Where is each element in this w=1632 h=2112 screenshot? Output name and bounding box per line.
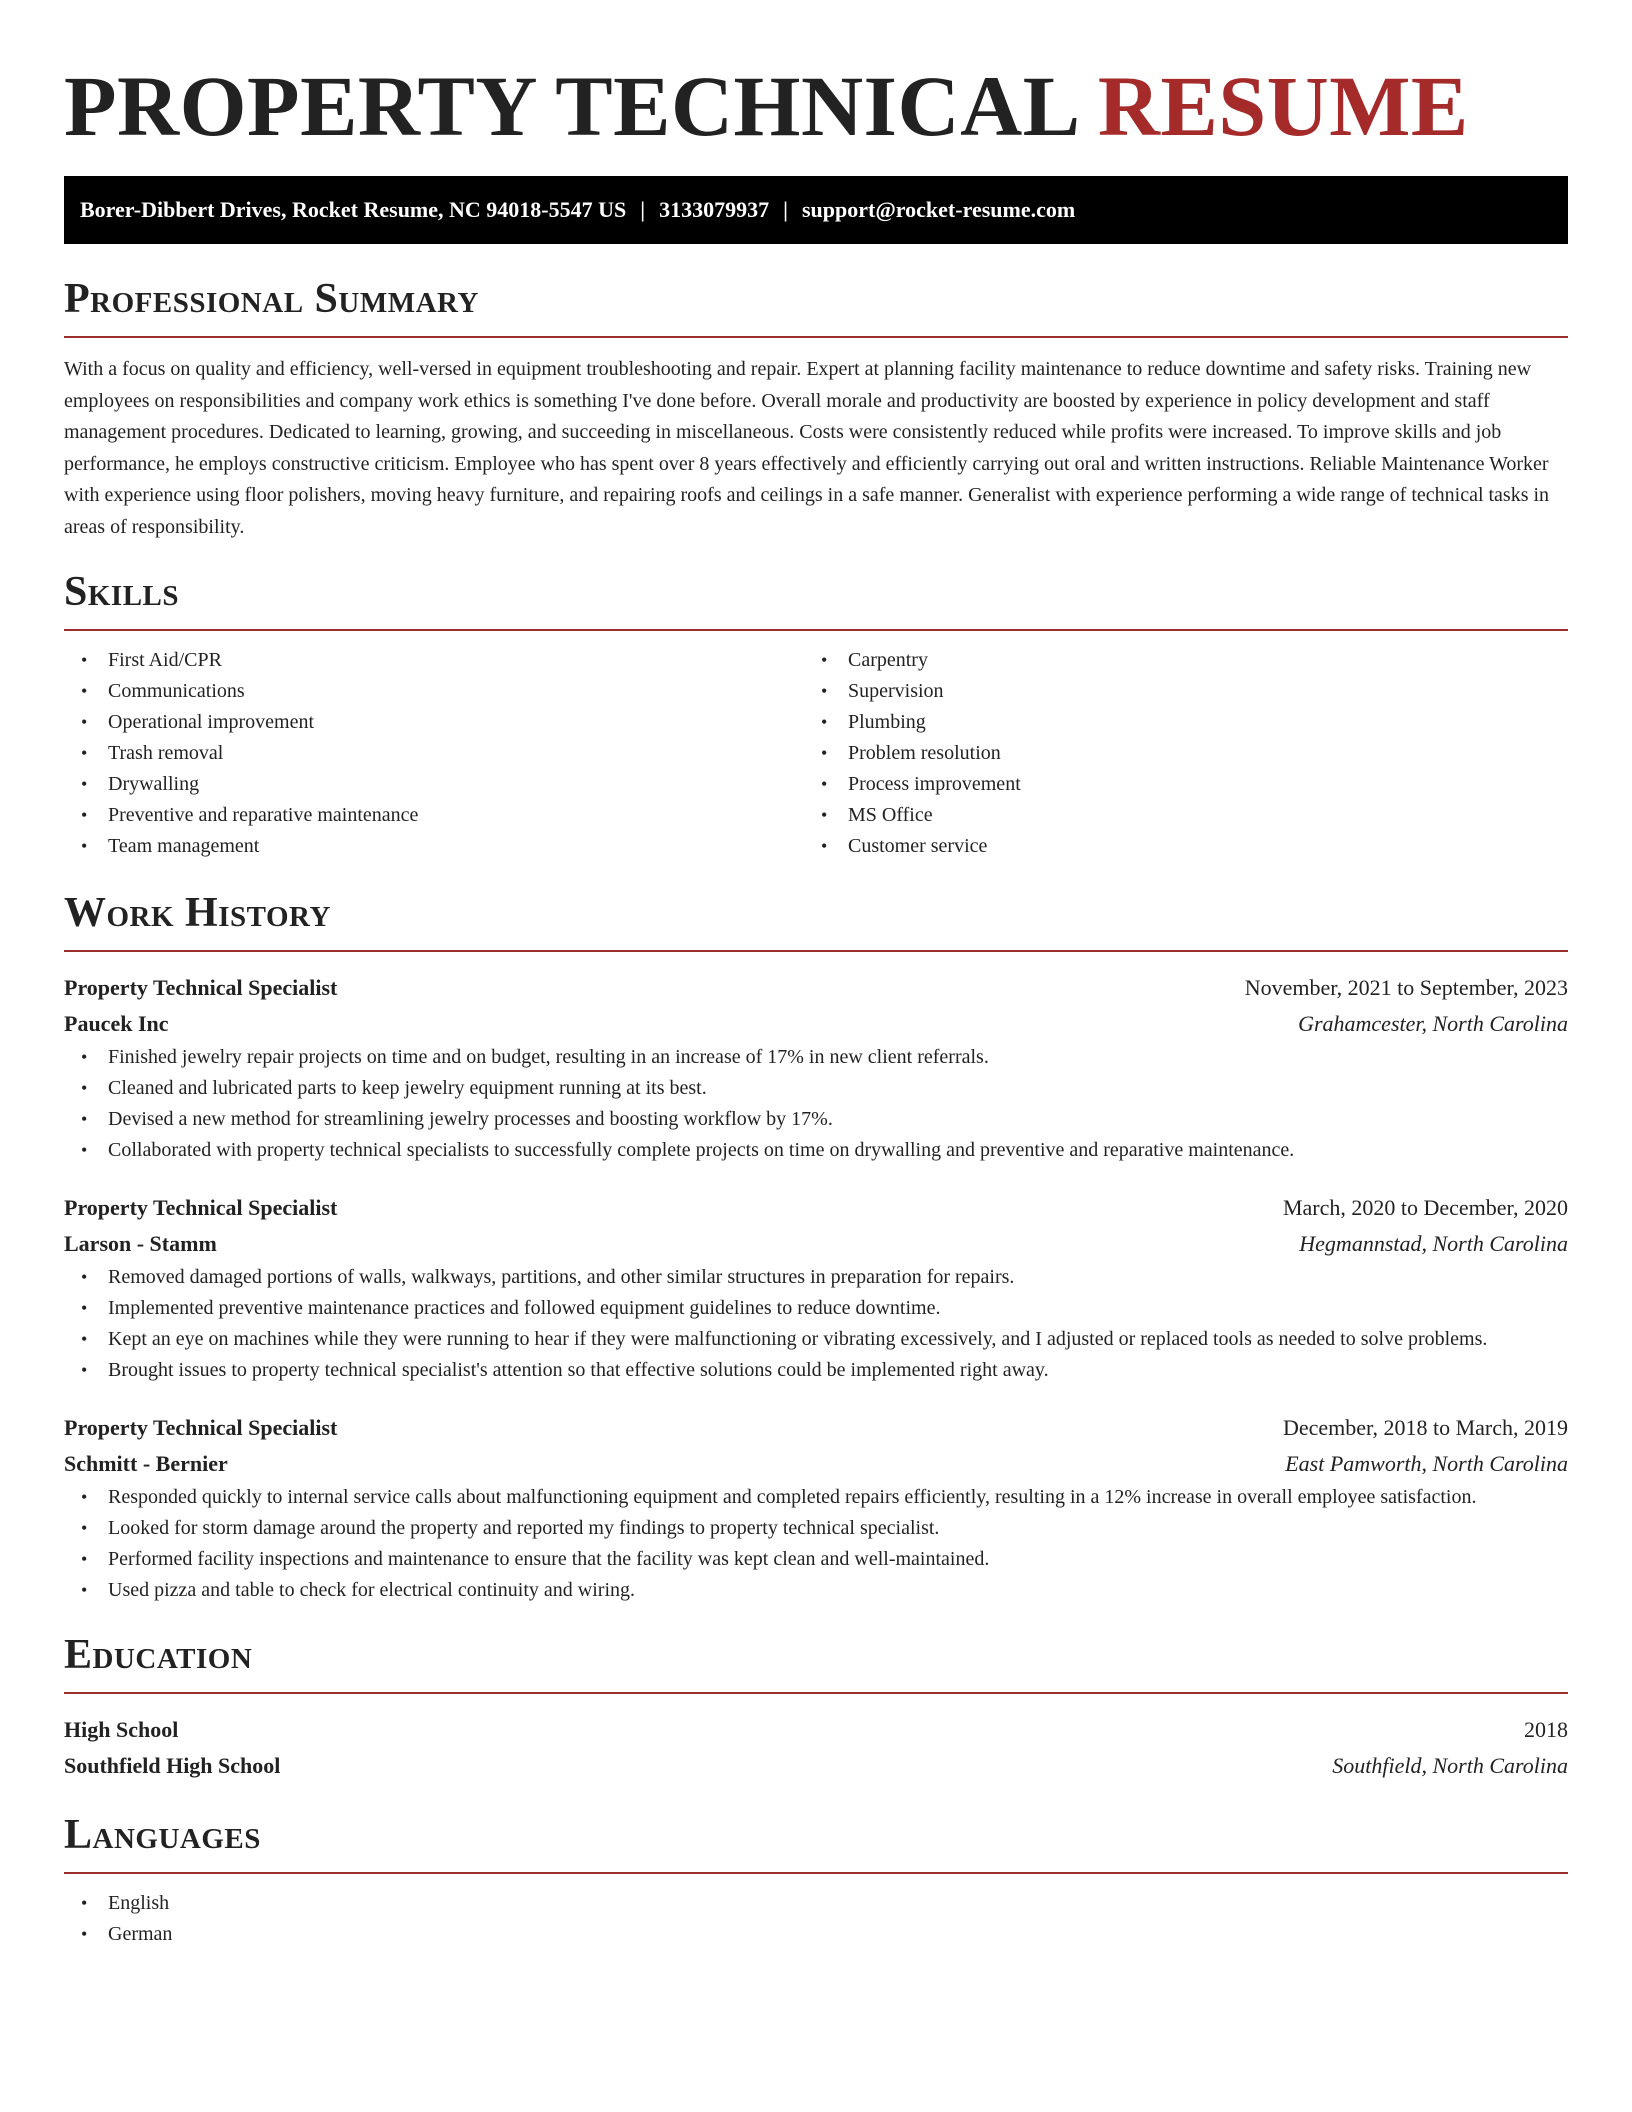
job-duty: • Finished jewelry repair projects on time and on budget, resulting in an increase of 17% in new client referrals.	[64, 1042, 1568, 1073]
job-location: East Pamworth, North Carolina	[1285, 1451, 1568, 1476]
contact-separator: |	[640, 197, 646, 222]
contact-separator: |	[783, 197, 788, 222]
education-section	[64, 1630, 1568, 1784]
section-divider	[64, 950, 1568, 952]
job-title: Property Technical Specialist	[64, 975, 338, 1000]
job-title: Property Technical Specialist	[64, 1415, 338, 1440]
skill-item: • Communications	[64, 676, 804, 707]
job-duty: • Collaborated with property technical specialists to successfully complete projects on time on drywalling and preventive and reparative maintenance.	[64, 1135, 1568, 1166]
section-divider	[64, 1872, 1568, 1874]
job-location: Hegmannstad, North Carolina	[1299, 1231, 1568, 1256]
education-school-row	[64, 1748, 1568, 1784]
job-company-row	[64, 1226, 1568, 1262]
education-location: Southfield, North Carolina	[1332, 1753, 1568, 1778]
education-entry	[64, 1712, 1568, 1784]
job-company-row	[64, 1446, 1568, 1482]
skill-item: • Problem resolution	[804, 738, 1544, 769]
job-entry	[64, 1190, 1568, 1386]
job-duty: • Performed facility inspections and maintenance to ensure that the facility was kept clean and well-maintained.	[64, 1544, 1568, 1575]
skills-list-right	[804, 645, 1544, 862]
job-duty: • Responded quickly to internal service calls about malfunctioning equipment and completed repairs efficiently, resulting in a 12% increase in overall employee satisfaction.	[64, 1482, 1568, 1513]
job-dates: November, 2021 to September, 2023	[1244, 975, 1568, 1000]
job-company: Schmitt - Bernier	[64, 1451, 228, 1476]
job-duty: • Kept an eye on machines while they were running to hear if they were malfunctioning or vibrating excessively, and I adjusted or replaced tools as needed to solve problems.	[64, 1324, 1568, 1355]
section-title-summary: Professional Summary	[64, 276, 479, 322]
skill-item: • Carpentry	[804, 645, 1544, 676]
job-entry	[64, 970, 1568, 1166]
job-header-row	[64, 1190, 1568, 1226]
contact-address: Borer-Dibbert Drives, Rocket Resume, NC 94018-5547 US	[80, 197, 627, 222]
education-header-row	[64, 1712, 1568, 1748]
job-duties	[64, 1482, 1568, 1606]
work-history-section	[64, 888, 1568, 1606]
skill-item: • Process improvement	[804, 769, 1544, 800]
education-degree: High School	[64, 1717, 179, 1742]
job-duty: • Implemented preventive maintenance practices and followed equipment guidelines to reduce downtime.	[64, 1293, 1568, 1324]
job-duties	[64, 1042, 1568, 1166]
title-main: PROPERTY TECHNICAL	[64, 58, 1098, 154]
job-location: Grahamcester, North Carolina	[1298, 1011, 1568, 1036]
summary-section	[64, 274, 1568, 543]
job-duties	[64, 1262, 1568, 1386]
skill-item: • Supervision	[804, 676, 1544, 707]
skill-item: • Trash removal	[64, 738, 804, 769]
job-header-row	[64, 970, 1568, 1006]
job-entry	[64, 1410, 1568, 1606]
section-divider	[64, 629, 1568, 631]
job-dates: December, 2018 to March, 2019	[1282, 1415, 1568, 1440]
skills-grid	[64, 645, 1568, 862]
job-company: Paucek Inc	[64, 1011, 169, 1036]
job-dates: March, 2020 to December, 2020	[1282, 1195, 1568, 1220]
job-duty: • Cleaned and lubricated parts to keep jewelry equipment running at its best.	[64, 1073, 1568, 1104]
job-duty: • Removed damaged portions of walls, walkways, partitions, and other similar structures in preparation for repairs.	[64, 1262, 1568, 1293]
job-duty: • Brought issues to property technical specialist's attention so that effective solutions could be implemented right away.	[64, 1355, 1568, 1386]
languages-section	[64, 1810, 1568, 1950]
languages-list	[64, 1888, 1568, 1950]
education-year: 2018	[1524, 1717, 1568, 1742]
title-accent: RESUME	[1097, 58, 1469, 154]
skills-list-left	[64, 645, 804, 862]
skill-item: • Operational improvement	[64, 707, 804, 738]
skill-item: • First Aid/CPR	[64, 645, 804, 676]
job-duty: • Used pizza and table to check for electrical continuity and wiring.	[64, 1575, 1568, 1606]
language-item: • English	[64, 1888, 1568, 1919]
contact-phone: 3133079937	[659, 197, 770, 222]
job-company: Larson - Stamm	[64, 1231, 217, 1256]
skill-item: • Customer service	[804, 831, 1544, 862]
education-school: Southfield High School	[64, 1753, 281, 1778]
language-item: • German	[64, 1919, 1568, 1950]
job-duty: • Devised a new method for streamlining jewelry processes and boosting workflow by 17%.	[64, 1104, 1568, 1135]
skill-item: • Team management	[64, 831, 804, 862]
section-title-education: Education	[64, 1632, 253, 1678]
skills-section	[64, 567, 1568, 862]
contact-bar	[64, 176, 1568, 244]
skill-item: • Preventive and reparative maintenance	[64, 800, 804, 831]
skill-item: • Drywalling	[64, 769, 804, 800]
job-company-row	[64, 1006, 1568, 1042]
contact-email: support@rocket-resume.com	[801, 197, 1076, 222]
section-divider	[64, 336, 1568, 338]
skill-item: • Plumbing	[804, 707, 1544, 738]
job-header-row	[64, 1410, 1568, 1446]
summary-text: With a focus on quality and efficiency, well-versed in equipment troubleshooting and repair. Expert at planning facility maintenance to reduce downtime and safety risks. Training new employees on responsibilities and company work ethics is something I've done before. Overall morale and productivity are boosted by experience in policy development and staff management procedures. Dedicated to learning, growing, and succeeding in miscellaneous. Costs were consistently reduced while profits were increased. To improve skills and job performance, he employs constructive criticism. Employee who has spent over 8 years effectively and efficiently carrying out oral and written instructions. Reliable Maintenance Worker with experience using floor polishers, moving heavy furniture, and repairing roofs and ceilings in a safe manner. Generalist with experience performing a wide range of technical tasks in areas of responsibility.	[64, 358, 1550, 538]
section-title-work: Work History	[64, 890, 331, 936]
section-title-skills: Skills	[64, 569, 180, 615]
job-duty: • Looked for storm damage around the property and reported my findings to property technical specialist.	[64, 1513, 1568, 1544]
resume-title	[64, 56, 1568, 156]
skill-item: • MS Office	[804, 800, 1544, 831]
job-title: Property Technical Specialist	[64, 1195, 338, 1220]
section-title-languages: Languages	[64, 1812, 261, 1858]
section-divider	[64, 1692, 1568, 1694]
